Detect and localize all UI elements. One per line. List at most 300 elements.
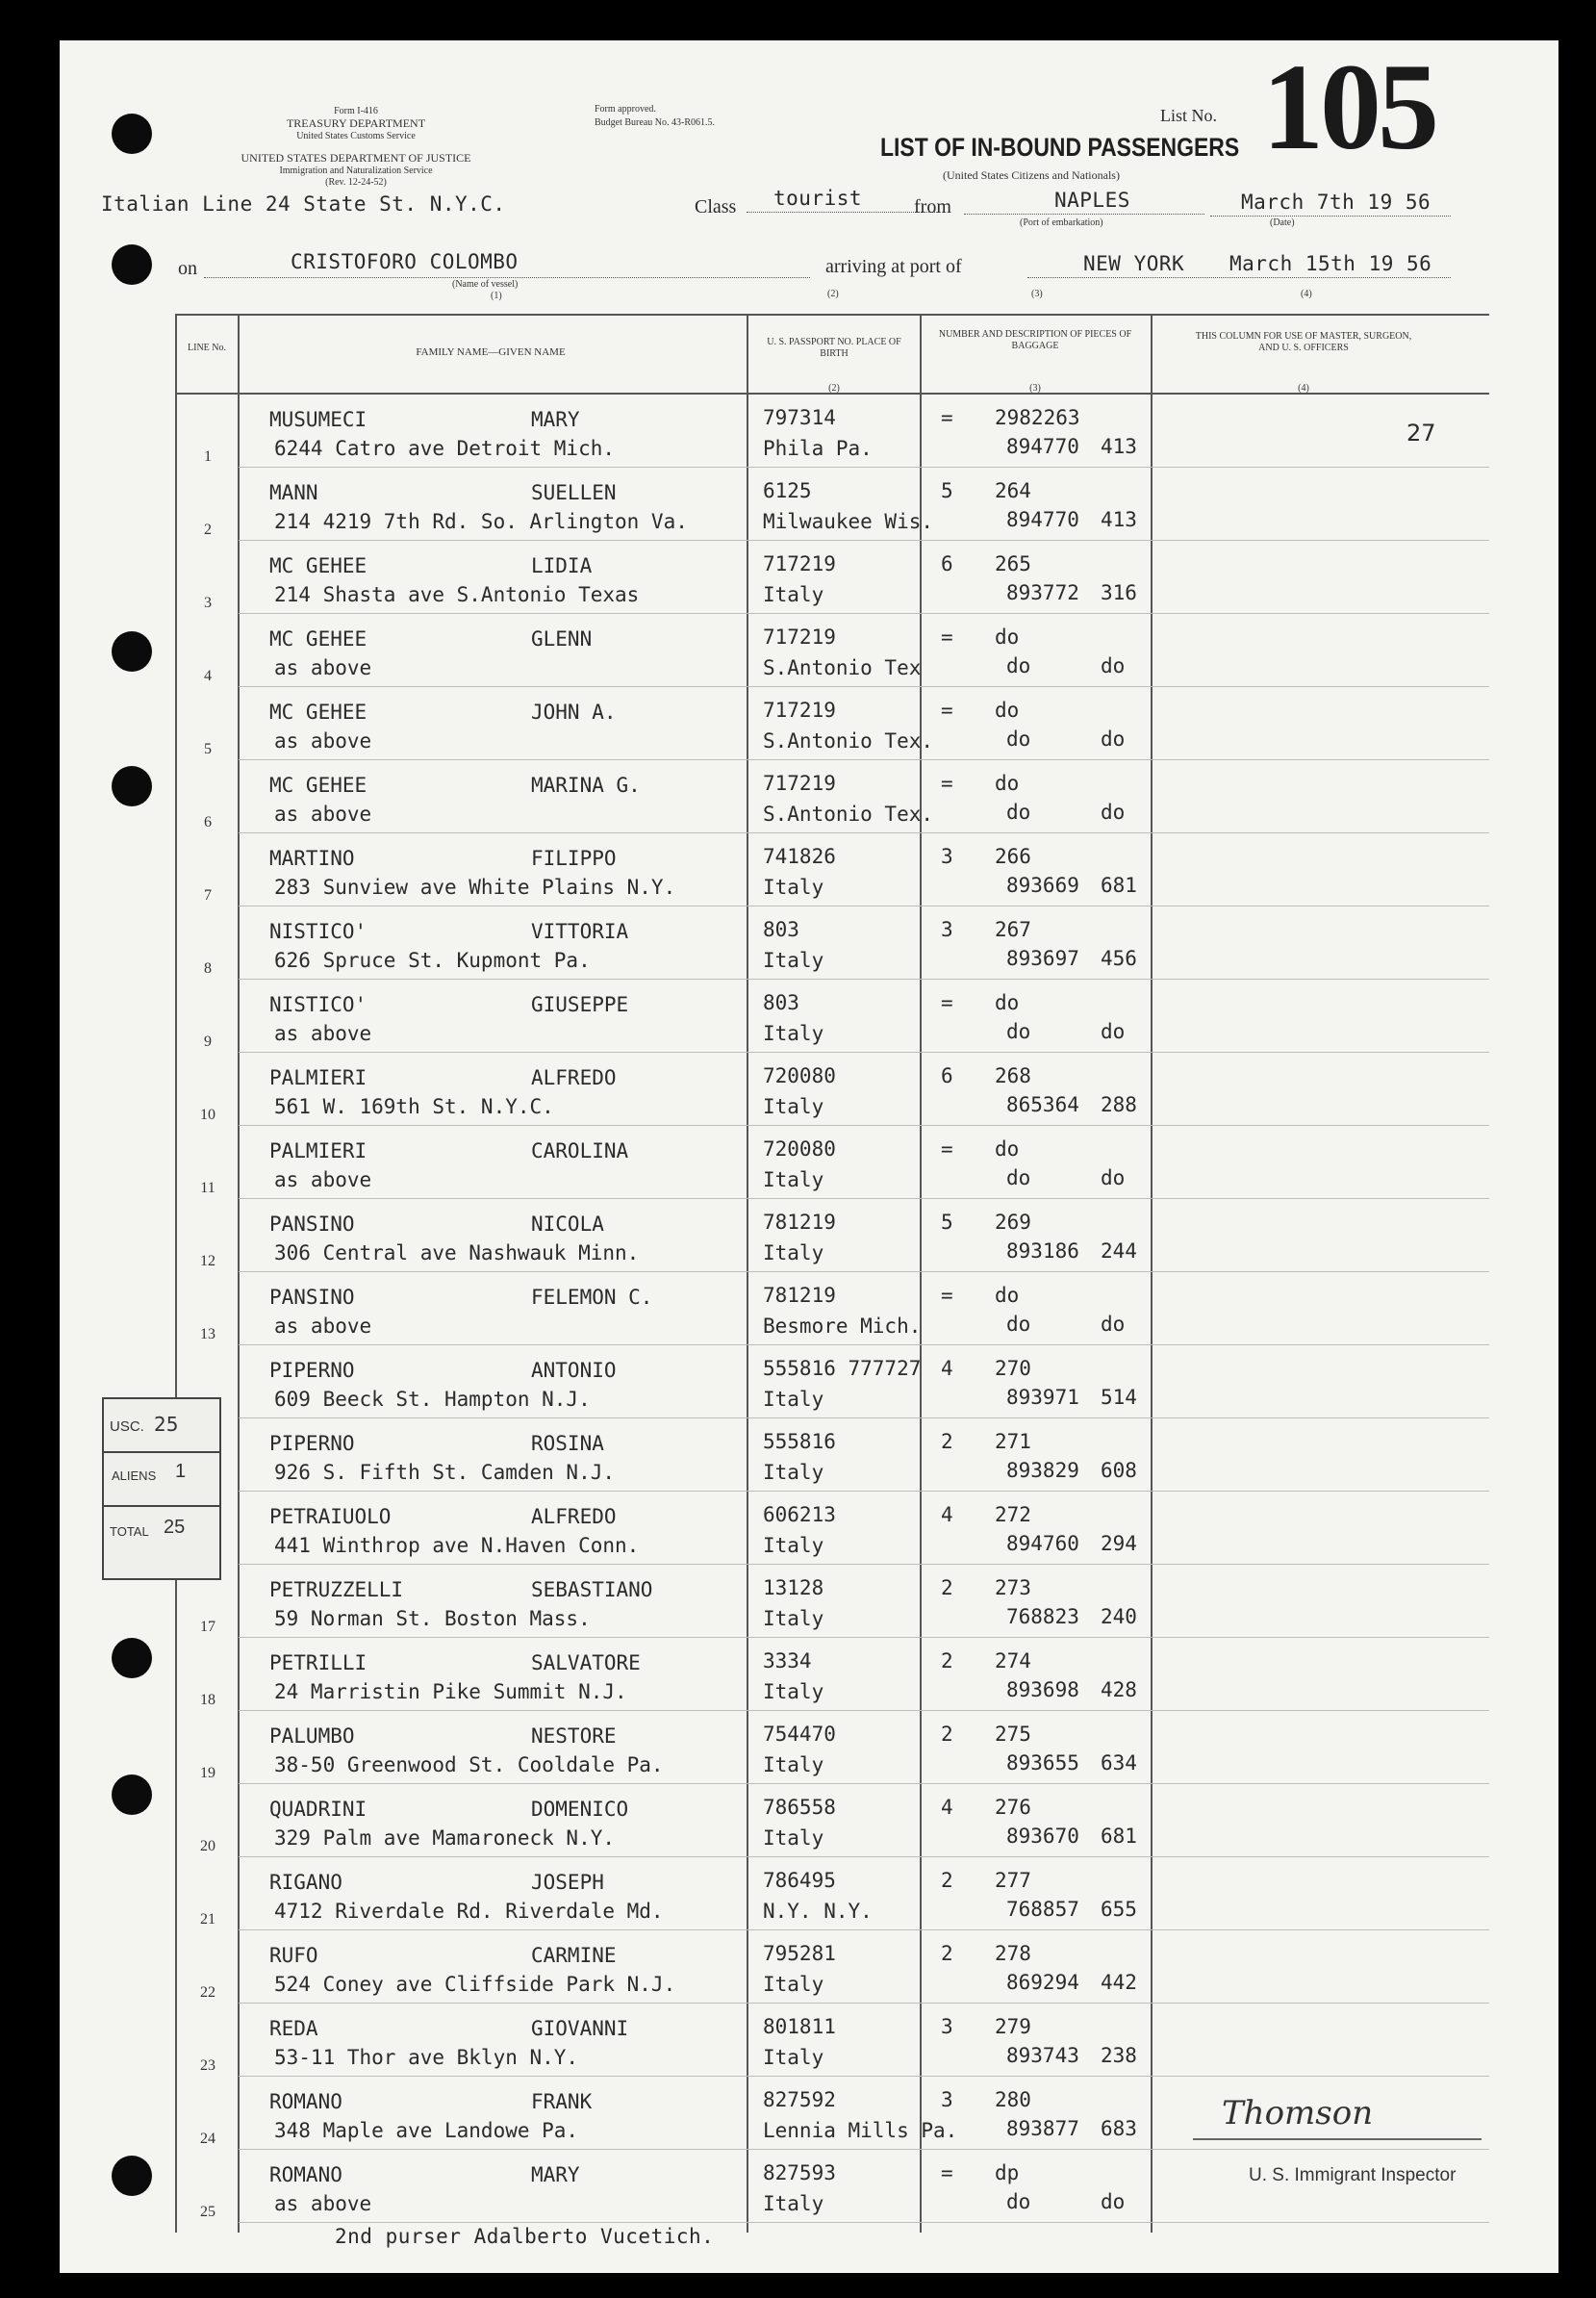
family-name: PANSINO: [269, 1286, 355, 1309]
given-name: FRANK: [531, 2090, 593, 2113]
address: 348 Maple ave Landowe Pa.: [274, 2119, 579, 2142]
baggage-tag-3: do: [1101, 1166, 1126, 1189]
baggage-tag-3: do: [1101, 801, 1126, 824]
baggage-tag-2: 893877: [1006, 2117, 1079, 2140]
baggage-pieces: 5: [941, 479, 953, 502]
line-number: 13: [200, 1326, 215, 1342]
passport-number: 13128: [763, 1576, 824, 1599]
given-name: SEBASTIANO: [531, 1578, 653, 1601]
place-of-birth: Lennia Mills Pa.: [763, 2119, 958, 2142]
baggage-tag-2: do: [1006, 1166, 1031, 1189]
address: 524 Coney ave Cliffside Park N.J.: [274, 1973, 676, 1996]
baggage-tag: do: [995, 772, 1020, 795]
baggage-pieces: =: [941, 699, 953, 722]
place-of-birth: S.Antonio Tex.: [763, 729, 934, 753]
address: as above: [274, 2192, 372, 2215]
place-of-birth: Italy: [763, 1680, 824, 1703]
col-passport-num: (2): [828, 383, 840, 394]
vessel-col-num: (1): [491, 291, 502, 301]
place-of-birth: Italy: [763, 2046, 824, 2069]
baggage-tag-2: 894760: [1006, 1532, 1079, 1555]
line-number: 4: [204, 668, 212, 684]
line-number: 22: [200, 1984, 215, 2001]
line-number: 11: [200, 1180, 215, 1196]
address: 441 Winthrop ave N.Haven Conn.: [274, 1534, 640, 1557]
baggage-pieces: 2: [941, 1942, 953, 1965]
place-of-birth: Italy: [763, 1388, 824, 1411]
aliens-value: 1: [175, 1461, 187, 1482]
baggage-pieces: 2: [941, 1723, 953, 1746]
baggage-tag: do: [995, 991, 1020, 1014]
baggage-tag-3: 413: [1101, 435, 1137, 458]
baggage-tag: 273: [995, 1576, 1031, 1599]
address: as above: [274, 803, 372, 826]
baggage-pieces: 6: [941, 552, 953, 575]
baggage-tag-3: 456: [1101, 947, 1137, 970]
baggage-pieces: 3: [941, 918, 953, 941]
page-subtitle: (United States Citizens and Nationals): [943, 168, 1120, 182]
baggage-tag-3: do: [1101, 728, 1126, 751]
given-name: GIOVANNI: [531, 2017, 629, 2040]
given-name: FELEMON C.: [531, 1286, 653, 1309]
baggage-tag: 276: [995, 1796, 1031, 1819]
baggage-tag: 280: [995, 2088, 1031, 2111]
baggage-tag-3: 288: [1101, 1093, 1137, 1116]
family-name: PETRUZZELLI: [269, 1578, 404, 1601]
family-name: MUSUMECI: [269, 408, 367, 431]
family-name: QUADRINI: [269, 1798, 367, 1821]
shipping-agent: Italian Line 24 State St. N.Y.C.: [101, 192, 506, 216]
address: 306 Central ave Nashwauk Minn.: [274, 1241, 640, 1264]
place-of-birth: Phila Pa.: [763, 437, 873, 460]
family-name: ROMANO: [269, 2090, 342, 2113]
baggage-tag-2: do: [1006, 2190, 1031, 2213]
arrival-port: NEW YORK: [1083, 252, 1185, 275]
place-of-birth: Italy: [763, 1607, 824, 1630]
arriving-label: arriving at port of: [825, 256, 962, 277]
given-name: LIDIA: [531, 554, 593, 577]
baggage-pieces: 2: [941, 1869, 953, 1892]
usc-value: 25: [154, 1413, 179, 1436]
baggage-tag-2: 893670: [1006, 1825, 1079, 1848]
class-value: tourist: [773, 187, 863, 210]
baggage-tag-2: 894770: [1006, 435, 1079, 458]
address: 53-11 Thor ave Bklyn N.Y.: [274, 2046, 579, 2069]
punch-hole-icon: [112, 766, 152, 806]
baggage-tag: 264: [995, 479, 1031, 502]
passport-number: 6125: [763, 479, 812, 502]
line-number: 12: [200, 1253, 215, 1269]
family-name: NISTICO': [269, 993, 367, 1016]
baggage-pieces: 2: [941, 1576, 953, 1599]
given-name: MARINA G.: [531, 774, 641, 797]
address: 38-50 Greenwood St. Cooldale Pa.: [274, 1753, 664, 1776]
place-of-birth: Italy: [763, 1168, 824, 1191]
family-name: PALMIERI: [269, 1066, 367, 1089]
place-of-birth: Italy: [763, 1753, 824, 1776]
baggage-tag-2: 768857: [1006, 1898, 1079, 1921]
line-number: 3: [204, 595, 212, 611]
given-name: ROSINA: [531, 1432, 604, 1455]
baggage-tag: do: [995, 1137, 1020, 1161]
baggage-tag-3: 681: [1101, 874, 1137, 897]
baggage-tag-3: do: [1101, 1313, 1126, 1336]
line-number: 1: [204, 448, 212, 465]
from-label: from: [914, 196, 951, 217]
baggage-tag-2: do: [1006, 728, 1031, 751]
baggage-tag-2: do: [1006, 801, 1031, 824]
col-officers-num: (4): [1298, 383, 1309, 394]
baggage-tag-3: 681: [1101, 1825, 1137, 1848]
family-name: MC GEHEE: [269, 554, 367, 577]
line-number: 9: [204, 1034, 212, 1050]
baggage-pieces: =: [941, 2161, 953, 2184]
baggage-tag-3: 608: [1101, 1459, 1137, 1482]
place-of-birth: Italy: [763, 2192, 824, 2215]
baggage-pieces: 4: [941, 1796, 953, 1819]
arrival-date: March 15th 19 56: [1229, 252, 1432, 275]
family-name: PALMIERI: [269, 1139, 367, 1162]
address: 214 Shasta ave S.Antonio Texas: [274, 583, 640, 606]
inspector-title: U. S. Immigrant Inspector: [1249, 2165, 1457, 2185]
address: 329 Palm ave Mamaroneck N.Y.: [274, 1826, 616, 1850]
baggage-tag: 267: [995, 918, 1031, 941]
baggage-pieces: =: [941, 1137, 953, 1161]
baggage-tag-2: 893655: [1006, 1751, 1079, 1775]
family-name: PANSINO: [269, 1213, 355, 1236]
baggage-tag-2: 894770: [1006, 508, 1079, 531]
budget-bureau: Budget Bureau No. 43-R061.5.: [595, 117, 715, 128]
passport-number: 555816: [763, 1430, 836, 1453]
purser-note: 2nd purser Adalberto Vucetich.: [335, 2225, 715, 2248]
given-name: GLENN: [531, 627, 593, 651]
given-name: DOMENICO: [531, 1798, 629, 1821]
baggage-tag-3: 655: [1101, 1898, 1137, 1921]
line-number: 19: [200, 1765, 215, 1781]
family-name: PALUMBO: [269, 1724, 355, 1748]
family-name: MC GEHEE: [269, 774, 367, 797]
family-name: PIPERNO: [269, 1432, 355, 1455]
given-name: SALVATORE: [531, 1651, 641, 1674]
baggage-pieces: 6: [941, 1064, 953, 1087]
family-name: NISTICO': [269, 920, 367, 943]
baggage-tag-3: do: [1101, 2190, 1126, 2213]
col4-num: (4): [1301, 289, 1312, 299]
address: as above: [274, 1022, 372, 1045]
place-of-birth: Italy: [763, 1534, 824, 1557]
baggage-tag-2: 768823: [1006, 1605, 1079, 1628]
address: 24 Marristin Pike Summit N.J.: [274, 1680, 627, 1703]
baggage-tag-2: 893829: [1006, 1459, 1079, 1482]
baggage-tag: 270: [995, 1357, 1031, 1380]
passport-number: 720080: [763, 1137, 836, 1161]
line-number: 8: [204, 960, 212, 977]
address: 59 Norman St. Boston Mass.: [274, 1607, 591, 1630]
passport-number: 781219: [763, 1211, 836, 1234]
given-name: VITTORIA: [531, 920, 629, 943]
passport-number: 717219: [763, 699, 836, 722]
baggage-tag: 271: [995, 1430, 1031, 1453]
given-name: ALFREDO: [531, 1505, 617, 1528]
family-name: MARTINO: [269, 847, 355, 870]
list-number: 105: [1262, 38, 1435, 175]
family-name: MC GEHEE: [269, 701, 367, 724]
place-of-birth: Italy: [763, 583, 824, 606]
baggage-pieces: =: [941, 1284, 953, 1307]
punch-hole-icon: [112, 2156, 152, 2196]
given-name: NESTORE: [531, 1724, 617, 1748]
address: as above: [274, 656, 372, 679]
usc-label: USC.: [110, 1418, 144, 1435]
punch-hole-icon: [112, 1775, 152, 1815]
baggage-tag: 274: [995, 1649, 1031, 1672]
family-name: ROMANO: [269, 2163, 342, 2186]
given-name: MARY: [531, 408, 580, 431]
place-of-birth: Besmore Mich.: [763, 1315, 922, 1338]
punch-hole-icon: [112, 114, 152, 154]
passport-number: 781219: [763, 1284, 836, 1307]
given-name: JOHN A.: [531, 701, 617, 724]
passport-number: 717219: [763, 552, 836, 575]
col3-num: (3): [1031, 289, 1043, 299]
place-of-birth: Italy: [763, 1095, 824, 1118]
given-name: JOSEPH: [531, 1871, 604, 1894]
baggage-tag-2: do: [1006, 1313, 1031, 1336]
col2-num: (2): [827, 289, 839, 299]
place-of-birth: Italy: [763, 1826, 824, 1850]
baggage-tag: 278: [995, 1942, 1031, 1965]
place-of-birth: N.Y. N.Y.: [763, 1900, 873, 1923]
baggage-tag: 266: [995, 845, 1031, 868]
total-label: TOTAL: [110, 1524, 149, 1539]
dept-ins: Immigration and Naturalization Service: [279, 166, 433, 176]
date-caption: (Date): [1270, 217, 1295, 228]
baggage-tag-2: 893772: [1006, 581, 1079, 604]
baggage-tag-2: 893698: [1006, 1678, 1079, 1701]
passport-number: 754470: [763, 1723, 836, 1746]
baggage-pieces: 3: [941, 2088, 953, 2111]
line-number: 2: [204, 522, 212, 538]
passport-number: 606213: [763, 1503, 836, 1526]
given-name: SUELLEN: [531, 481, 617, 504]
address: 561 W. 169th St. N.Y.C.: [274, 1095, 554, 1118]
address: 609 Beeck St. Hampton N.J.: [274, 1388, 591, 1411]
col-line-header: LINE No.: [188, 343, 226, 353]
col-passport-header: U. S. PASSPORT NO. PLACE OF BIRTH: [767, 337, 901, 359]
baggage-pieces: 2: [941, 1649, 953, 1672]
family-name: RIGANO: [269, 1871, 342, 1894]
line-number: 23: [200, 2057, 215, 2074]
col-baggage-num: (3): [1029, 383, 1041, 394]
baggage-tag-2: 893669: [1006, 874, 1079, 897]
baggage-pieces: 4: [941, 1503, 953, 1526]
given-name: CARMINE: [531, 1944, 617, 1967]
baggage-tag-2: 893743: [1006, 2044, 1079, 2067]
address: as above: [274, 1315, 372, 1338]
dept-treasury: TREASURY DEPARTMENT: [286, 116, 426, 130]
baggage-tag-3: 514: [1101, 1386, 1137, 1409]
baggage-pieces: 5: [941, 1211, 953, 1234]
passport-number: 555816 777727: [763, 1357, 922, 1380]
baggage-tag: 269: [995, 1211, 1031, 1234]
baggage-pieces: 2: [941, 1430, 953, 1453]
address: as above: [274, 1168, 372, 1191]
dept-customs: United States Customs Service: [296, 131, 416, 141]
aliens-label: ALIENS: [112, 1468, 157, 1483]
line-number: 21: [200, 1911, 215, 1928]
baggage-pieces: =: [941, 991, 953, 1014]
baggage-tag: 2982263: [995, 406, 1080, 429]
address: as above: [274, 729, 372, 753]
given-name: GIUSEPPE: [531, 993, 629, 1016]
address: 926 S. Fifth St. Camden N.J.: [274, 1461, 616, 1484]
baggage-pieces: =: [941, 626, 953, 649]
embarkation-date: March 7th 19 56: [1241, 191, 1431, 214]
baggage-tag-2: 869294: [1006, 1971, 1079, 1994]
baggage-tag: 277: [995, 1869, 1031, 1892]
place-of-birth: Italy: [763, 1461, 824, 1484]
col-name-header: FAMILY NAME—GIVEN NAME: [416, 346, 566, 358]
given-name: MARY: [531, 2163, 580, 2186]
family-name: PETRILLI: [269, 1651, 367, 1674]
line-number: 7: [204, 887, 212, 904]
passport-number: 803: [763, 991, 799, 1014]
baggage-tag-3: do: [1101, 654, 1126, 677]
list-no-label: List No.: [1160, 106, 1218, 125]
passport-number: 797314: [763, 406, 836, 429]
on-label: on: [178, 258, 197, 279]
page-title: LIST OF IN-BOUND PASSENGERS: [880, 133, 1240, 162]
place-of-birth: Italy: [763, 1241, 824, 1264]
form-approved: Form approved.: [595, 104, 656, 115]
count-stamp: [102, 1397, 221, 1580]
baggage-tag-3: 238: [1101, 2044, 1137, 2067]
line-number: 20: [200, 1838, 215, 1854]
given-name: FILIPPO: [531, 847, 617, 870]
baggage-tag-3: 240: [1101, 1605, 1137, 1628]
officer-note: 27: [1406, 420, 1436, 447]
line-number: 18: [200, 1692, 215, 1708]
line-number: 25: [200, 2204, 215, 2220]
line-number: 5: [204, 741, 212, 757]
line-number: 17: [200, 1619, 215, 1635]
baggage-tag: 275: [995, 1723, 1031, 1746]
address: 4712 Riverdale Rd. Riverdale Md.: [274, 1900, 664, 1923]
baggage-tag: do: [995, 1284, 1020, 1307]
given-name: CAROLINA: [531, 1139, 629, 1162]
family-name: PIPERNO: [269, 1359, 355, 1382]
line-number: 6: [204, 814, 212, 830]
given-name: ALFREDO: [531, 1066, 617, 1089]
inspector-signature: Thomson: [1222, 2094, 1374, 2132]
passport-number: 717219: [763, 772, 836, 795]
line-number: 24: [200, 2131, 215, 2147]
punch-hole-icon: [112, 244, 152, 285]
baggage-tag-2: 893697: [1006, 947, 1079, 970]
line-number: 10: [200, 1107, 215, 1123]
place-of-birth: Italy: [763, 1022, 824, 1045]
baggage-tag: 268: [995, 1064, 1031, 1087]
dept-justice: UNITED STATES DEPARTMENT OF JUSTICE: [241, 151, 471, 165]
baggage-tag-2: 893186: [1006, 1239, 1079, 1263]
passport-number: 803: [763, 918, 799, 941]
port-caption: (Port of embarkation): [1020, 217, 1103, 228]
place-of-birth: Italy: [763, 949, 824, 972]
revision-date: (Rev. 12-24-52): [325, 177, 387, 188]
place-of-birth: Italy: [763, 1973, 824, 1996]
baggage-tag-3: 316: [1101, 581, 1137, 604]
baggage-tag-3: 428: [1101, 1678, 1137, 1701]
baggage-tag-3: 442: [1101, 1971, 1137, 1994]
passport-number: 720080: [763, 1064, 836, 1087]
baggage-pieces: 4: [941, 1357, 953, 1380]
embarkation-port: NAPLES: [1054, 189, 1130, 212]
place-of-birth: Milwaukee Wis.: [763, 510, 934, 533]
place-of-birth: S.Antonio Tex.: [763, 803, 934, 826]
baggage-tag: dp: [995, 2161, 1020, 2184]
baggage-tag-3: 683: [1101, 2117, 1137, 2140]
baggage-tag-2: do: [1006, 654, 1031, 677]
family-name: RUFO: [269, 1944, 318, 1967]
passport-number: 741826: [763, 845, 836, 868]
place-of-birth: S.Antonio Tex: [763, 656, 922, 679]
col-baggage-header: NUMBER AND DESCRIPTION OF PIECES OF BAGGAGE: [938, 329, 1132, 351]
baggage-tag: 272: [995, 1503, 1031, 1526]
address: 283 Sunview ave White Plains N.Y.: [274, 876, 676, 899]
baggage-tag: do: [995, 699, 1020, 722]
address: 214 4219 7th Rd. So. Arlington Va.: [274, 510, 688, 533]
baggage-tag-3: 294: [1101, 1532, 1137, 1555]
baggage-tag-3: 244: [1101, 1239, 1137, 1263]
family-name: MANN: [269, 481, 318, 504]
baggage-tag-3: 634: [1101, 1751, 1137, 1775]
baggage-tag-3: 413: [1101, 508, 1137, 531]
passport-number: 3334: [763, 1649, 812, 1672]
baggage-tag-2: do: [1006, 1020, 1031, 1043]
vessel-caption: (Name of vessel): [452, 279, 519, 290]
punch-hole-icon: [112, 631, 152, 672]
address: 626 Spruce St. Kupmont Pa.: [274, 949, 591, 972]
passport-number: 827593: [763, 2161, 836, 2184]
baggage-tag-3: do: [1101, 1020, 1126, 1043]
family-name: MC GEHEE: [269, 627, 367, 651]
given-name: NICOLA: [531, 1213, 604, 1236]
baggage-tag: 279: [995, 2015, 1031, 2038]
passport-number: 786495: [763, 1869, 836, 1892]
form-number: Form I-416: [334, 106, 378, 116]
passport-number: 717219: [763, 626, 836, 649]
total-value: 25: [164, 1517, 186, 1538]
baggage-tag: do: [995, 626, 1020, 649]
passport-number: 801811: [763, 2015, 836, 2038]
baggage-tag-2: 865364: [1006, 1093, 1079, 1116]
col-officers-header: THIS COLUMN FOR USE OF MASTER, SURGEON, AND U. S. OFFICERS: [1195, 331, 1412, 353]
vessel-name: CRISTOFORO COLOMBO: [291, 250, 519, 273]
passport-number: 786558: [763, 1796, 836, 1819]
passport-number: 795281: [763, 1942, 836, 1965]
baggage-pieces: 3: [941, 845, 953, 868]
given-name: ANTONIO: [531, 1359, 617, 1382]
baggage-tag: 265: [995, 552, 1031, 575]
punch-hole-icon: [112, 1638, 152, 1678]
family-name: REDA: [269, 2017, 318, 2040]
class-label: Class: [695, 196, 737, 217]
baggage-pieces: 3: [941, 2015, 953, 2038]
family-name: PETRAIUOLO: [269, 1505, 392, 1528]
baggage-tag-2: 893971: [1006, 1386, 1079, 1409]
passport-number: 827592: [763, 2088, 836, 2111]
baggage-pieces: =: [941, 772, 953, 795]
